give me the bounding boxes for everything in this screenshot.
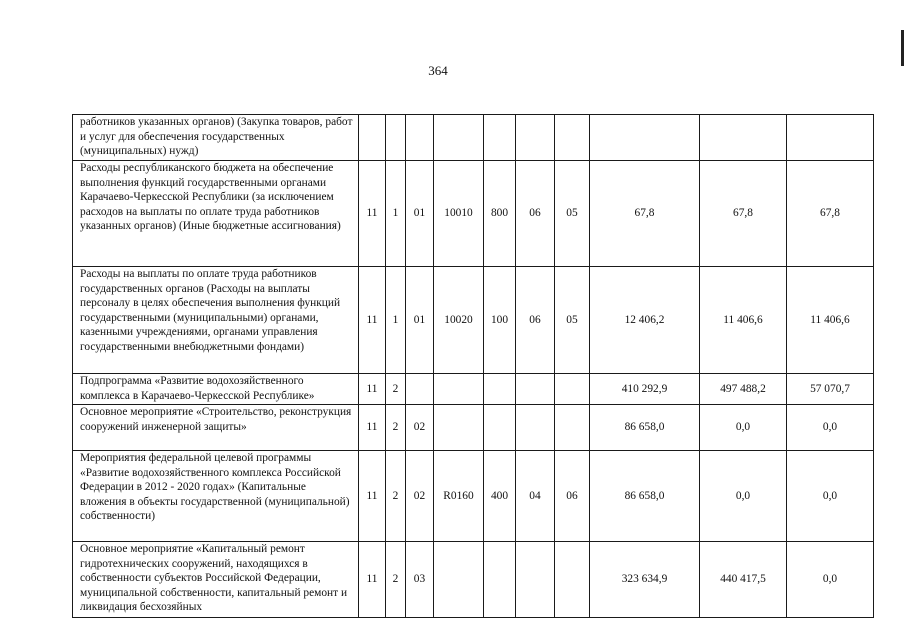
program-code-cell: 11 [359,405,386,451]
section-cell [516,374,555,405]
amount-year-1-cell: 323 634,9 [590,542,700,618]
row-name-cell: Расходы на выплаты по оплате труда работников государственных органов (Расходы на выплаты персоналу в целях обеспечения выполнения функций государственными (муниципальными) органами, казенными учреждениями, органами управления государственными внебюджетными фондами) [73,267,359,374]
table-row [73,161,874,267]
amount-year-1-cell [590,115,700,161]
subprogram-code-cell: 1 [386,161,406,267]
program-code-cell: 11 [359,161,386,267]
subsection-cell [555,405,590,451]
amount-year-3-cell: 57 070,7 [787,374,874,405]
row-name-cell: Подпрограмма «Развитие водохозяйственного комплекса в Карачаево-Черкесской Республике» [73,374,359,405]
event-code-cell: 01 [406,267,434,374]
table-row [73,451,874,542]
amount-year-2-cell: 440 417,5 [700,542,787,618]
row-name-cell: Расходы республиканского бюджета на обеспечение выполнения функций государственными органами Карачаево-Черкесской Республики (за исключением расходов на выплаты по оплате труда работников указанных органов) (Иные бюджетные ассигнования) [73,161,359,267]
subsection-cell: 06 [555,451,590,542]
table-row [73,542,874,618]
amount-year-2-cell: 67,8 [700,161,787,267]
amount-year-3-cell: 0,0 [787,405,874,451]
amount-year-1-cell: 410 292,9 [590,374,700,405]
amount-year-1-cell: 67,8 [590,161,700,267]
amount-year-3-cell: 67,8 [787,161,874,267]
expense-type-cell [484,542,516,618]
subprogram-code-cell: 2 [386,542,406,618]
table-row [73,267,874,374]
expense-type-cell [484,115,516,161]
subsection-cell: 05 [555,267,590,374]
program-code-cell: 11 [359,267,386,374]
direction-code-cell: 10020 [434,267,484,374]
amount-year-3-cell: 0,0 [787,542,874,618]
section-cell [516,405,555,451]
subsection-cell [555,374,590,405]
expense-type-cell [484,374,516,405]
amount-year-1-cell: 12 406,2 [590,267,700,374]
amount-year-2-cell: 11 406,6 [700,267,787,374]
row-name-cell: Мероприятия федеральной целевой программы «Развитие водохозяйственного комплекса Российской Федерации в 2012 - 2020 годах» (Капитальные вложения в объекты государственной (муниципальной) собственности) [73,451,359,542]
program-code-cell [359,115,386,161]
amount-year-2-cell: 0,0 [700,451,787,542]
amount-year-1-cell: 86 658,0 [590,451,700,542]
direction-code-cell: 10010 [434,161,484,267]
page-number: 364 [428,63,448,78]
table-row [73,115,874,161]
section-cell [516,542,555,618]
amount-year-3-cell: 11 406,6 [787,267,874,374]
direction-code-cell [434,405,484,451]
amount-year-3-cell: 0,0 [787,451,874,542]
event-code-cell [406,374,434,405]
event-code-cell: 01 [406,161,434,267]
section-cell: 06 [516,267,555,374]
program-code-cell: 11 [359,542,386,618]
row-name-cell: Основное мероприятие «Капитальный ремонт гидротехнических сооружений, находящихся в собственности субъектов Российской Федерации, муниципальной собственности, капитальный ремонт и ликвидация бесхозяйных [73,542,359,618]
subsection-cell: 05 [555,161,590,267]
event-code-cell: 02 [406,405,434,451]
row-name-cell: Основное мероприятие «Строительство, реконструкция сооружений инженерной защиты» [73,405,359,451]
direction-code-cell [434,115,484,161]
subsection-cell [555,542,590,618]
direction-code-cell: R0160 [434,451,484,542]
subprogram-code-cell: 1 [386,267,406,374]
expense-type-cell [484,405,516,451]
row-name-cell: работников указанных органов) (Закупка товаров, работ и услуг для обеспечения государственных (муниципальных) нужд) [73,115,359,161]
expense-type-cell: 100 [484,267,516,374]
amount-year-1-cell: 86 658,0 [590,405,700,451]
event-code-cell: 02 [406,451,434,542]
event-code-cell: 03 [406,542,434,618]
table-row [73,405,874,451]
amount-year-2-cell: 0,0 [700,405,787,451]
direction-code-cell [434,374,484,405]
program-code-cell: 11 [359,451,386,542]
event-code-cell [406,115,434,161]
table-row [73,374,874,405]
amount-year-2-cell [700,115,787,161]
expense-type-cell: 800 [484,161,516,267]
budget-table [72,114,874,618]
section-cell [516,115,555,161]
amount-year-2-cell: 497 488,2 [700,374,787,405]
subprogram-code-cell: 2 [386,451,406,542]
subprogram-code-cell: 2 [386,374,406,405]
subsection-cell [555,115,590,161]
direction-code-cell [434,542,484,618]
section-cell: 06 [516,161,555,267]
program-code-cell: 11 [359,374,386,405]
section-cell: 04 [516,451,555,542]
subprogram-code-cell [386,115,406,161]
amount-year-3-cell [787,115,874,161]
expense-type-cell: 400 [484,451,516,542]
subprogram-code-cell: 2 [386,405,406,451]
